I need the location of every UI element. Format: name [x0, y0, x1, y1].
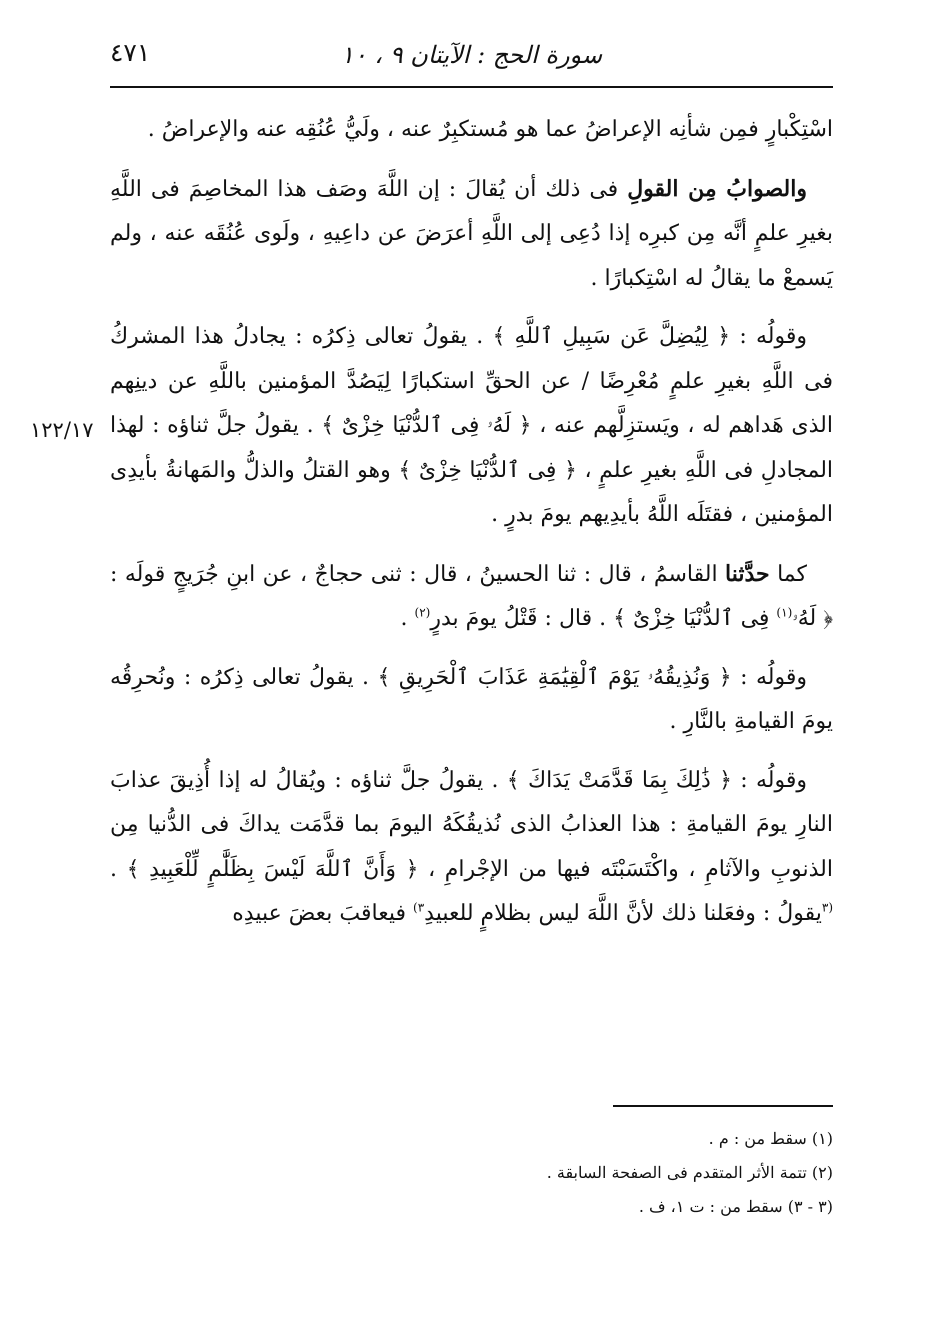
margin-reference: ١٢٢/١٧: [30, 418, 94, 442]
text-segment: . يقولُ تعالى ذِكرُه : ونُحرِقُه يومَ القيامةِ بالنَّارِ .: [110, 664, 833, 734]
paragraph-2-text: فى ذلك أن يُقالَ : إن اللَّهَ وصَف هذا المخاصِمَ فى اللَّهِ بغيرِ علمٍ أنَّه مِن كبرِه إذا دُعِى إلى اللَّهِ أعرَضَ عن داعِيهِ ، ولَوى عُنُقَه عنه ، ولم يَسمعْ ما يقالُ له اسْتِكبارًا .: [110, 176, 833, 291]
footnote-marker: ٣): [413, 900, 425, 915]
quran-verse: ﴿ لِيُضِلَّ عَن سَبِيلِ ٱللَّهِ ﴾: [492, 324, 731, 349]
footnote-3: (٣ - ٣) سقط من : ت ١، ف .: [638, 1197, 833, 1216]
text-segment: فيعاقبَ بعضَ عبيدِه: [232, 901, 413, 926]
text-segment: وقولُه :: [730, 324, 808, 349]
running-title: سورة الحج : الآيتان ٩ ، ١٠: [340, 41, 603, 69]
text-segment: . يقولُ تعالى ذِكرُه : يجادلُ هذا المشركُ فى اللَّهِ بغيرِ علمٍ مُعْرِضًا / عن الحقِّ استكبارًا لِيَصُدَّ المؤمنين باللَّهِ عن دينِهم الذى هَداهم له ، ويَستزِلَّهم عنه ،: [110, 324, 833, 438]
paragraph-4: [110, 552, 833, 642]
paragraph-5: [110, 656, 833, 745]
main-text: [110, 108, 833, 951]
paragraph-3: [110, 315, 833, 538]
page-number: ٤٧١: [110, 38, 151, 67]
footnote-1: (١) سقط من : م .: [708, 1129, 833, 1148]
footnote-marker: (١): [776, 605, 793, 620]
text-segment: .: [400, 606, 415, 631]
text-segment: . يقولُ جلَّ ثناؤه : ويُقالُ له إذا أُذِيقَ عذابَ النارِ يومَ القيامةِ : هذا العذابُ الذى نُذيقُكَهُ اليومَ بما قدَّمَت يداكَ فى الدُّنيا مِن الذنوبِ والآثامِ ، واكْتَسَبْتَه فيها من الإجْرامِ ،: [110, 767, 833, 882]
text-segment: وقولُه :: [731, 767, 807, 793]
paragraph-1: [110, 108, 833, 153]
header-rule: [110, 86, 833, 88]
text-segment: يقولُ : وفعَلنا ذلك لأنَّ اللَّهَ ليس بظلامٍ للعبيدِ: [424, 901, 822, 926]
quran-verse: ﴿ فِى ٱلدُّنْيَا خِزْىٌ ﴾: [398, 457, 577, 483]
text-segment: . يقولُ جلَّ ثناؤه : لهذا المجادلِ فى اللَّهِ بغيرِ علمٍ ،: [110, 413, 834, 483]
footnotes: [110, 1122, 833, 1224]
quran-verse: ﴿ وَنُذِيقُهُۥ يَوْمَ ٱلْقِيَٰمَةِ عَذَابَ ٱلْحَرِيقِ ﴾: [377, 664, 732, 690]
footnote-marker: (٢): [414, 605, 431, 620]
text-segment: .: [110, 856, 127, 882]
text-segment: القاسمُ ، قال : ثنا الحسينُ ، قال : ثنى حجاجٌ ، عن ابنِ جُرَيجٍ قولَه :: [110, 561, 726, 587]
quran-verse: ﴿ ذَٰلِكَ بِمَا قَدَّمَتْ يَدَاكَ ﴾: [506, 767, 732, 793]
bold-lead: والصوابُ مِن القولِ: [627, 175, 807, 202]
quran-verse: ﴿ لَهُۥ: [792, 606, 833, 631]
paragraph-1-text: اسْتِكْبارٍ فمِن شأنِه الإعراضُ عما هو مُستكبِرٌ عنه ، ولَيُّ عُنُقِه عنه والإعراضُ .: [147, 117, 833, 142]
text-segment: وقولُه :: [731, 664, 807, 690]
quran-verse: فِى ٱلدُّنْيَا خِزْىٌ ﴾: [613, 606, 777, 631]
text-segment: كما: [769, 561, 807, 587]
paragraph-6: [110, 759, 833, 937]
paragraph-2: [110, 167, 833, 302]
page-header: [110, 30, 833, 80]
footnote-2: (٢) تتمة الأثر المتقدم فى الصفحة السابقة .: [546, 1163, 833, 1182]
footnote-rule: [613, 1105, 833, 1107]
footnote-marker: (٣: [821, 900, 833, 915]
bold-word: حدَّثنا: [725, 560, 770, 587]
text-segment: . قال : قَتْلُ يومَ بدرٍ: [430, 606, 614, 631]
quran-verse: ﴿ لَهُۥ فِى ٱلدُّنْيَا خِزْىٌ ﴾: [321, 413, 532, 438]
quran-verse: ﴿ وَأَنَّ ٱللَّهَ لَيْسَ بِظَلَّٰمٍ لِّلْعَبِيدِ ﴾: [126, 856, 419, 882]
text-segment: وهو القتلُ والذلُّ والمَهانةُ بأيدِى المؤمنين ، فقتَلَه اللَّهُ بأيدِيهم يومَ بدرٍ .: [110, 457, 833, 527]
